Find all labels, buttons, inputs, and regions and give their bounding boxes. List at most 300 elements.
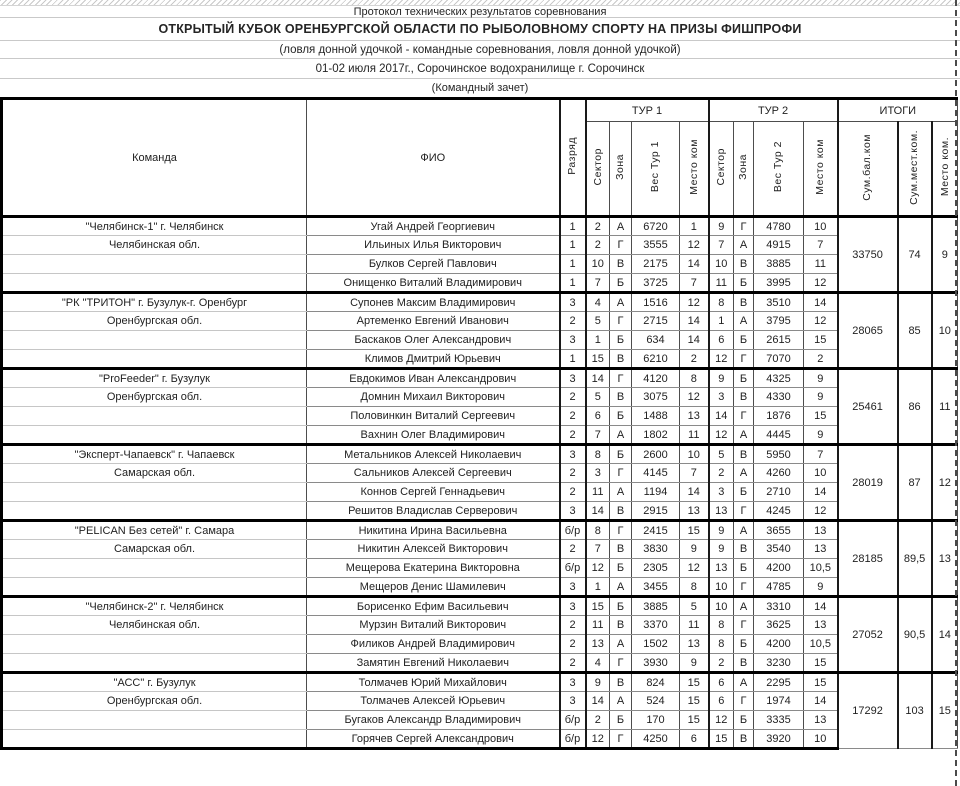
tour2-zona-cell: В — [734, 654, 754, 673]
member-name-cell: Ильиных Илья Викторович — [307, 236, 560, 255]
tour2-weight-cell: 1876 — [754, 407, 804, 426]
tour1-zona-cell: В — [610, 540, 632, 559]
tour1-place-cell: 9 — [680, 540, 709, 559]
tour1-place-cell: 14 — [680, 255, 709, 274]
tour2-weight-cell: 4785 — [754, 578, 804, 597]
tour1-place-cell: 15 — [680, 673, 709, 692]
razryad-cell: 2 — [560, 540, 586, 559]
member-row — [2, 407, 958, 426]
tour2-zona-cell: А — [734, 236, 754, 255]
tour1-sector-cell: 11 — [586, 483, 610, 502]
tour2-sector-cell: 10 — [709, 255, 734, 274]
results-table-wrap — [0, 97, 958, 750]
member-row — [2, 426, 958, 445]
tour1-weight-cell: 4145 — [632, 464, 680, 483]
totals-place-cell: 14 — [932, 597, 958, 673]
tour1-zona-cell: Б — [610, 597, 632, 616]
competition-name: ОТКРЫТЫЙ КУБОК ОРЕНБУРГСКОЙ ОБЛАСТИ ПО РЫБОЛОВНОМУ СПОРТУ НА ПРИЗЫ ФИШПРОФИ — [0, 18, 960, 41]
tour1-sector-cell: 8 — [586, 521, 610, 540]
tour1-sector-cell: 12 — [586, 559, 610, 578]
team-region-cell: Оренбургская обл. — [2, 692, 307, 711]
col-header-mesto2: Место ком — [804, 122, 838, 217]
team-region-cell: Самарская обл. — [2, 464, 307, 483]
tour2-zona-cell: Б — [734, 331, 754, 350]
tour2-place-cell: 13 — [804, 521, 838, 540]
totals-sum-places-cell: 89,5 — [898, 521, 932, 597]
tour1-weight-cell: 524 — [632, 692, 680, 711]
tour1-weight-cell: 3725 — [632, 274, 680, 293]
tour2-zona-cell: А — [734, 464, 754, 483]
tour2-zona-cell: Б — [734, 369, 754, 388]
tour2-weight-cell: 4325 — [754, 369, 804, 388]
tour2-sector-cell: 2 — [709, 654, 734, 673]
tour1-weight-cell: 2600 — [632, 445, 680, 464]
tour1-zona-cell: А — [610, 578, 632, 597]
tour2-zona-cell: А — [734, 521, 754, 540]
tour1-sector-cell: 15 — [586, 350, 610, 369]
tour1-weight-cell: 1488 — [632, 407, 680, 426]
totals-sum-weight-cell: 28065 — [838, 293, 898, 369]
totals-sum-places-cell: 85 — [898, 293, 932, 369]
tour1-weight-cell: 2915 — [632, 502, 680, 521]
tour2-zona-cell: Б — [734, 711, 754, 730]
tour1-weight-cell: 634 — [632, 331, 680, 350]
member-row — [2, 540, 958, 559]
member-row — [2, 255, 958, 274]
member-row — [2, 502, 958, 521]
tour1-weight-cell: 3370 — [632, 616, 680, 635]
col-header-sum-bal: Сум.бал.ком — [838, 122, 898, 217]
tour1-zona-cell: А — [610, 692, 632, 711]
group-header-tour2: ТУР 2 — [709, 99, 838, 122]
tour2-place-cell: 9 — [804, 426, 838, 445]
tour1-place-cell: 8 — [680, 578, 709, 597]
tour1-weight-cell: 170 — [632, 711, 680, 730]
member-row — [2, 236, 958, 255]
tour1-sector-cell: 15 — [586, 597, 610, 616]
tour2-place-cell: 12 — [804, 312, 838, 331]
tour1-zona-cell: В — [610, 502, 632, 521]
tour1-zona-cell: А — [610, 483, 632, 502]
tour2-sector-cell: 1 — [709, 312, 734, 331]
tour1-zona-cell: Г — [610, 521, 632, 540]
tour1-sector-cell: 11 — [586, 616, 610, 635]
tour2-place-cell: 11 — [804, 255, 838, 274]
tour1-zona-cell: А — [610, 635, 632, 654]
tour2-weight-cell: 3920 — [754, 730, 804, 749]
tour1-sector-cell: 9 — [586, 673, 610, 692]
tour2-sector-cell: 7 — [709, 236, 734, 255]
totals-place-cell: 13 — [932, 521, 958, 597]
member-row — [2, 616, 958, 635]
tour2-place-cell: 13 — [804, 616, 838, 635]
tour2-place-cell: 13 — [804, 540, 838, 559]
member-name-cell: Борисенко Ефим Васильевич — [307, 597, 560, 616]
tour2-place-cell: 7 — [804, 236, 838, 255]
tour1-weight-cell: 4250 — [632, 730, 680, 749]
tour1-weight-cell: 3075 — [632, 388, 680, 407]
tour2-zona-cell: В — [734, 540, 754, 559]
tour2-place-cell: 10 — [804, 730, 838, 749]
tour1-weight-cell: 1194 — [632, 483, 680, 502]
tour2-place-cell: 10 — [804, 217, 838, 236]
tour2-sector-cell: 6 — [709, 331, 734, 350]
tour2-sector-cell: 9 — [709, 217, 734, 236]
totals-sum-places-cell: 103 — [898, 673, 932, 749]
results-table — [0, 97, 958, 750]
tour1-weight-cell: 3930 — [632, 654, 680, 673]
tour2-weight-cell: 4245 — [754, 502, 804, 521]
tour2-place-cell: 14 — [804, 597, 838, 616]
tour1-sector-cell: 4 — [586, 293, 610, 312]
tour2-zona-cell: А — [734, 312, 754, 331]
member-row — [2, 274, 958, 293]
tour2-weight-cell: 7070 — [754, 350, 804, 369]
col-header-sum-mest: Сум.мест.ком. — [898, 122, 932, 217]
col-header-razryad: Разряд — [560, 99, 586, 217]
tour2-weight-cell: 2615 — [754, 331, 804, 350]
tour1-place-cell: 14 — [680, 483, 709, 502]
tour2-weight-cell: 3335 — [754, 711, 804, 730]
totals-sum-weight-cell: 28185 — [838, 521, 898, 597]
team-region-cell: Оренбургская обл. — [2, 388, 307, 407]
tour1-sector-cell: 2 — [586, 711, 610, 730]
member-row — [2, 369, 958, 388]
tour2-weight-cell: 3310 — [754, 597, 804, 616]
tour2-weight-cell: 2710 — [754, 483, 804, 502]
totals-sum-weight-cell: 33750 — [838, 217, 898, 293]
member-name-cell: Метальников Алексей Николаевич — [307, 445, 560, 464]
team-name-cell: "ProFeeder" г. Бузулук — [2, 369, 307, 388]
team-empty-cell — [2, 654, 307, 673]
tour1-weight-cell: 3455 — [632, 578, 680, 597]
tour2-zona-cell: В — [734, 445, 754, 464]
tour2-zona-cell: Б — [734, 274, 754, 293]
razryad-cell: 2 — [560, 426, 586, 445]
tour1-weight-cell: 824 — [632, 673, 680, 692]
member-name-cell: Коннов Сергей Геннадьевич — [307, 483, 560, 502]
team-name-cell: "РК "ТРИТОН" г. Бузулук-г. Оренбург — [2, 293, 307, 312]
member-name-cell: Домнин Михаил Викторович — [307, 388, 560, 407]
totals-place-cell: 11 — [932, 369, 958, 445]
col-header-mesto-kom: Место ком. — [932, 122, 958, 217]
razryad-cell: 2 — [560, 464, 586, 483]
totals-place-cell: 12 — [932, 445, 958, 521]
member-name-cell: Мурзин Виталий Викторович — [307, 616, 560, 635]
member-row — [2, 388, 958, 407]
tour2-place-cell: 10,5 — [804, 635, 838, 654]
tour2-weight-cell: 3795 — [754, 312, 804, 331]
col-header-fio: ФИО — [307, 99, 560, 217]
tour1-weight-cell: 6210 — [632, 350, 680, 369]
tour2-weight-cell: 3230 — [754, 654, 804, 673]
tour1-sector-cell: 1 — [586, 331, 610, 350]
tour2-sector-cell: 14 — [709, 407, 734, 426]
tour2-weight-cell: 4915 — [754, 236, 804, 255]
tour1-place-cell: 6 — [680, 730, 709, 749]
member-row — [2, 578, 958, 597]
tour1-place-cell: 13 — [680, 502, 709, 521]
razryad-cell: б/р — [560, 559, 586, 578]
member-name-cell: Решитов Владислав Серверович — [307, 502, 560, 521]
razryad-cell: 2 — [560, 483, 586, 502]
tour1-sector-cell: 7 — [586, 540, 610, 559]
tour1-zona-cell: Б — [610, 331, 632, 350]
col-header-sector1: Сектор — [586, 122, 610, 217]
totals-sum-weight-cell: 28019 — [838, 445, 898, 521]
tour1-weight-cell: 3830 — [632, 540, 680, 559]
member-row — [2, 730, 958, 749]
tour2-place-cell: 14 — [804, 692, 838, 711]
tour1-sector-cell: 6 — [586, 407, 610, 426]
tour1-zona-cell: А — [610, 293, 632, 312]
tour1-place-cell: 2 — [680, 350, 709, 369]
member-name-cell: Вахнин Олег Владимирович — [307, 426, 560, 445]
tour1-sector-cell: 2 — [586, 236, 610, 255]
tour2-sector-cell: 8 — [709, 616, 734, 635]
member-row — [2, 711, 958, 730]
tour1-sector-cell: 12 — [586, 730, 610, 749]
team-empty-cell — [2, 255, 307, 274]
tour1-weight-cell: 6720 — [632, 217, 680, 236]
tour1-place-cell: 15 — [680, 692, 709, 711]
tour1-place-cell: 14 — [680, 331, 709, 350]
razryad-cell: 2 — [560, 635, 586, 654]
tour2-place-cell: 12 — [804, 502, 838, 521]
tour1-place-cell: 13 — [680, 635, 709, 654]
tour1-zona-cell: Г — [610, 236, 632, 255]
razryad-cell: 1 — [560, 217, 586, 236]
tour1-place-cell: 7 — [680, 274, 709, 293]
razryad-cell: 3 — [560, 673, 586, 692]
razryad-cell: 2 — [560, 654, 586, 673]
tour1-zona-cell: В — [610, 350, 632, 369]
member-name-cell: Сальников Алексей Сергеевич — [307, 464, 560, 483]
col-header-mesto1: Место ком — [680, 122, 709, 217]
team-region-cell: Челябинская обл. — [2, 236, 307, 255]
tour2-zona-cell: В — [734, 293, 754, 312]
razryad-cell: б/р — [560, 521, 586, 540]
razryad-cell: 2 — [560, 388, 586, 407]
tour1-sector-cell: 14 — [586, 502, 610, 521]
tour2-sector-cell: 12 — [709, 711, 734, 730]
tour1-weight-cell: 4120 — [632, 369, 680, 388]
group-header-tour1: ТУР 1 — [586, 99, 709, 122]
member-name-cell: Никитина Ирина Васильевна — [307, 521, 560, 540]
totals-place-cell: 10 — [932, 293, 958, 369]
razryad-cell: б/р — [560, 730, 586, 749]
member-row — [2, 331, 958, 350]
member-name-cell: Филиков Андрей Владимирович — [307, 635, 560, 654]
razryad-cell: 3 — [560, 597, 586, 616]
tour1-weight-cell: 1802 — [632, 426, 680, 445]
tour2-weight-cell: 2295 — [754, 673, 804, 692]
tour2-place-cell: 15 — [804, 654, 838, 673]
member-name-cell: Супонев Максим Владимирович — [307, 293, 560, 312]
totals-sum-places-cell: 87 — [898, 445, 932, 521]
tour1-place-cell: 12 — [680, 559, 709, 578]
team-empty-cell — [2, 483, 307, 502]
razryad-cell: 3 — [560, 331, 586, 350]
tour2-weight-cell: 4260 — [754, 464, 804, 483]
member-row — [2, 464, 958, 483]
competition-date-place: 01-02 июля 2017г., Сорочинское водохранилище г. Сорочинск — [0, 59, 960, 79]
tour1-zona-cell: Г — [610, 654, 632, 673]
member-name-cell: Евдокимов Иван Александрович — [307, 369, 560, 388]
tour1-sector-cell: 14 — [586, 369, 610, 388]
team-name-cell: "Челябинск-2" г. Челябинск — [2, 597, 307, 616]
tour2-weight-cell: 3540 — [754, 540, 804, 559]
team-empty-cell — [2, 711, 307, 730]
tour1-weight-cell: 2715 — [632, 312, 680, 331]
tour2-zona-cell: Г — [734, 502, 754, 521]
member-name-cell: Толмачев Алексей Юрьевич — [307, 692, 560, 711]
team-empty-cell — [2, 407, 307, 426]
tour1-weight-cell: 3555 — [632, 236, 680, 255]
tour2-zona-cell: Б — [734, 559, 754, 578]
tour1-sector-cell: 3 — [586, 464, 610, 483]
tour2-sector-cell: 9 — [709, 521, 734, 540]
tour1-sector-cell: 14 — [586, 692, 610, 711]
tour2-weight-cell: 3995 — [754, 274, 804, 293]
tour2-sector-cell: 8 — [709, 293, 734, 312]
tour1-place-cell: 10 — [680, 445, 709, 464]
tour1-sector-cell: 13 — [586, 635, 610, 654]
razryad-cell: 2 — [560, 312, 586, 331]
member-row — [2, 445, 958, 464]
header-banner-row — [2, 99, 958, 122]
page-break-dashed-line — [955, 0, 957, 786]
tour2-sector-cell: 6 — [709, 692, 734, 711]
tour1-sector-cell: 10 — [586, 255, 610, 274]
tour2-weight-cell: 3625 — [754, 616, 804, 635]
tour1-place-cell: 11 — [680, 426, 709, 445]
tour2-zona-cell: А — [734, 597, 754, 616]
tour1-zona-cell: Б — [610, 445, 632, 464]
tour2-weight-cell: 1974 — [754, 692, 804, 711]
tour1-place-cell: 12 — [680, 388, 709, 407]
tour1-sector-cell: 1 — [586, 578, 610, 597]
tour1-place-cell: 9 — [680, 654, 709, 673]
tour1-zona-cell: Г — [610, 312, 632, 331]
tour2-sector-cell: 5 — [709, 445, 734, 464]
tour2-sector-cell: 13 — [709, 502, 734, 521]
totals-sum-weight-cell: 27052 — [838, 597, 898, 673]
tour2-zona-cell: Г — [734, 692, 754, 711]
tour2-sector-cell: 9 — [709, 369, 734, 388]
member-row — [2, 217, 958, 236]
competition-subtitle: (ловля донной удочкой - командные соревнования, ловля донной удочкой) — [0, 41, 960, 59]
tour2-weight-cell: 4780 — [754, 217, 804, 236]
tour2-place-cell: 10,5 — [804, 559, 838, 578]
tour2-zona-cell: Б — [734, 635, 754, 654]
member-row — [2, 521, 958, 540]
razryad-cell: 2 — [560, 616, 586, 635]
tour1-place-cell: 8 — [680, 369, 709, 388]
tour1-zona-cell: Б — [610, 274, 632, 293]
razryad-cell: 3 — [560, 445, 586, 464]
tour1-weight-cell: 2175 — [632, 255, 680, 274]
protocol-title: Протокол технических результатов соревнования — [0, 5, 960, 18]
member-name-cell: Угай Андрей Георгиевич — [307, 217, 560, 236]
results-tbody — [2, 217, 958, 749]
tour1-sector-cell: 8 — [586, 445, 610, 464]
tour2-zona-cell: Г — [734, 616, 754, 635]
tour1-sector-cell: 2 — [586, 217, 610, 236]
totals-sum-places-cell: 86 — [898, 369, 932, 445]
tour1-sector-cell: 7 — [586, 274, 610, 293]
team-name-cell: "PELICAN Без сетей" г. Самара — [2, 521, 307, 540]
member-row — [2, 293, 958, 312]
title-block — [0, 5, 960, 97]
tour1-place-cell: 12 — [680, 293, 709, 312]
tour2-weight-cell: 4200 — [754, 559, 804, 578]
team-region-cell: Самарская обл. — [2, 540, 307, 559]
tour2-place-cell: 15 — [804, 331, 838, 350]
team-empty-cell — [2, 331, 307, 350]
member-name-cell: Баскаков Олег Александрович — [307, 331, 560, 350]
razryad-cell: 3 — [560, 293, 586, 312]
tour2-place-cell: 9 — [804, 578, 838, 597]
tour1-zona-cell: А — [610, 426, 632, 445]
tour2-place-cell: 14 — [804, 293, 838, 312]
tour2-sector-cell: 6 — [709, 673, 734, 692]
tour2-zona-cell: А — [734, 673, 754, 692]
tour2-sector-cell: 12 — [709, 426, 734, 445]
member-name-cell: Мещеров Денис Шамилевич — [307, 578, 560, 597]
tour2-weight-cell: 3885 — [754, 255, 804, 274]
team-empty-cell — [2, 350, 307, 369]
tour1-zona-cell: Г — [610, 369, 632, 388]
tour1-place-cell: 15 — [680, 711, 709, 730]
member-row — [2, 635, 958, 654]
tour2-zona-cell: В — [734, 388, 754, 407]
tour2-sector-cell: 8 — [709, 635, 734, 654]
scoring-type: (Командный зачет) — [431, 82, 529, 94]
totals-sum-weight-cell: 17292 — [838, 673, 898, 749]
totals-sum-weight-cell: 25461 — [838, 369, 898, 445]
totals-place-cell: 15 — [932, 673, 958, 749]
tour2-sector-cell: 9 — [709, 540, 734, 559]
tour2-weight-cell: 4330 — [754, 388, 804, 407]
col-header-team: Команда — [2, 99, 307, 217]
tour2-place-cell: 15 — [804, 407, 838, 426]
tour2-sector-cell: 11 — [709, 274, 734, 293]
member-name-cell: Булков Сергей Павлович — [307, 255, 560, 274]
col-header-zona1: Зона — [610, 122, 632, 217]
tour2-sector-cell: 10 — [709, 597, 734, 616]
member-row — [2, 673, 958, 692]
tour2-zona-cell: А — [734, 426, 754, 445]
tour2-weight-cell: 5950 — [754, 445, 804, 464]
tour2-zona-cell: Г — [734, 578, 754, 597]
tour2-weight-cell: 3510 — [754, 293, 804, 312]
tour1-place-cell: 14 — [680, 312, 709, 331]
tour2-sector-cell: 12 — [709, 350, 734, 369]
member-name-cell: Горячев Сергей Александрович — [307, 730, 560, 749]
col-header-zona2: Зона — [734, 122, 754, 217]
member-row — [2, 597, 958, 616]
member-row — [2, 350, 958, 369]
tour1-weight-cell: 1516 — [632, 293, 680, 312]
tour2-zona-cell: В — [734, 255, 754, 274]
team-empty-cell — [2, 274, 307, 293]
totals-sum-places-cell: 90,5 — [898, 597, 932, 673]
tour2-zona-cell: Г — [734, 407, 754, 426]
tour2-sector-cell: 3 — [709, 388, 734, 407]
razryad-cell: 3 — [560, 692, 586, 711]
team-empty-cell — [2, 730, 307, 749]
